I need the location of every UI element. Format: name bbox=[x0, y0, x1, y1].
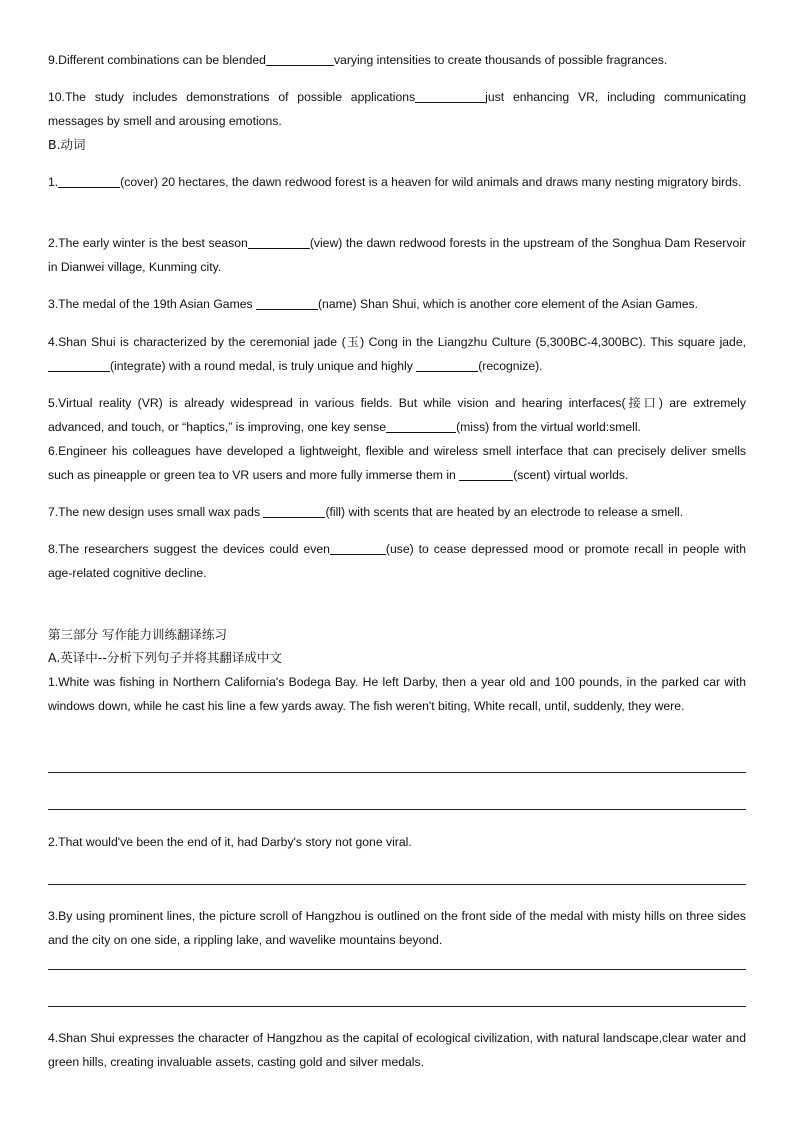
part3-subtitle: A.英译中--分析下列句子并将其翻译成中文 bbox=[48, 650, 282, 665]
v5-text-b: (miss) from the virtual world:smell. bbox=[456, 420, 641, 434]
q10-text-a: 10.The study includes demonstrations of possible applications bbox=[48, 90, 416, 104]
v4-blank-2[interactable] bbox=[416, 357, 478, 372]
v6-text-b: (scent) virtual worlds. bbox=[513, 468, 629, 482]
translation-3: 3.By using prominent lines, the picture scroll of Hangzhou is outlined on the front side of the medal with misty hills on three sides and the city on one side, a rippling lake, and wavelike mountains beyond. bbox=[48, 909, 746, 947]
section-b-heading: B.动词 bbox=[48, 137, 86, 152]
v1-blank[interactable] bbox=[58, 173, 120, 188]
translation-4: 4.Shan Shui expresses the character of Hangzhou as the capital of ecological civilization, with natural landscape,clear water and green hills, creating invaluable assets, casting gold and silver medals. bbox=[48, 1031, 746, 1069]
part3-title: 第三部分 写作能力训练翻译练习 bbox=[48, 627, 227, 642]
v1-text-a: 1. bbox=[48, 175, 59, 189]
answer-line-3b[interactable] bbox=[48, 1006, 746, 1007]
v2-blank[interactable] bbox=[248, 234, 310, 249]
v2-text-b: (view) the dawn redwood forests in the upstream of the Songhua Dam Reservoir in Dianwei village, Kunming city. bbox=[48, 236, 746, 274]
q10-blank[interactable] bbox=[415, 88, 485, 103]
v8-blank[interactable] bbox=[330, 540, 386, 555]
v4-text-c: (recognize). bbox=[478, 359, 543, 373]
v1-text-b: (cover) 20 hectares, the dawn redwood forest is a heaven for wild animals and draws many nesting migratory birds. bbox=[120, 175, 742, 189]
q9-text-b: varying intensities to create thousands of possible fragrances. bbox=[333, 53, 668, 67]
v6-blank[interactable] bbox=[459, 466, 513, 481]
verb-question-2 bbox=[48, 231, 746, 279]
verb-question-7 bbox=[48, 500, 746, 524]
q9-text-a: 9.Different combinations can be blended bbox=[48, 53, 266, 67]
answer-line-2[interactable] bbox=[48, 884, 746, 885]
v3-text-a: 3.The medal of the 19th Asian Games bbox=[48, 297, 256, 311]
v4-text-a: 4.Shan Shui is characterized by the ceremonial jade (玉) Cong in the Liangzhu Culture (5,300BC-4,300BC). This square jade, bbox=[48, 335, 746, 349]
v8-text-b: (use) to cease depressed mood or promote recall in people with age-related cognitive decline. bbox=[48, 542, 746, 580]
verb-question-6 bbox=[48, 439, 746, 487]
v2-text-a: 2.The early winter is the best season bbox=[48, 236, 248, 250]
verb-question-1 bbox=[48, 170, 746, 194]
q9-blank[interactable] bbox=[266, 51, 334, 66]
translation-1: 1.White was fishing in Northern California's Bodega Bay. He left Darby, then a year old and 100 pounds, in the parked car with windows down, while he cast his line a few yards away. The fish weren't biting, White recall, until, suddenly, they were. bbox=[48, 675, 746, 713]
v5-text-a: 5.Virtual reality (VR) is already widespread in various fields. But while vision and hearing interfaces(接口) are extremely advanced, and touch, or “haptics,” is improving, one key sense bbox=[48, 396, 746, 434]
verb-question-3 bbox=[48, 292, 746, 316]
verb-question-4 bbox=[48, 330, 746, 378]
answer-line-1a[interactable] bbox=[48, 772, 746, 773]
v7-text-b: (fill) with scents that are heated by an electrode to release a smell. bbox=[325, 505, 684, 519]
answer-line-3a[interactable] bbox=[48, 969, 746, 970]
v8-text-a: 8.The researchers suggest the devices could even bbox=[48, 542, 330, 556]
question-10 bbox=[48, 85, 746, 133]
q10-text-b: just enhancing VR, including communicating messages by smell and arousing emotions. bbox=[48, 90, 746, 128]
v4-blank-1[interactable] bbox=[48, 357, 110, 372]
v5-blank[interactable] bbox=[386, 418, 456, 433]
question-9 bbox=[48, 48, 746, 72]
translation-2: 2.That would've been the end of it, had Darby's story not gone viral. bbox=[48, 835, 412, 849]
v7-text-a: 7.The new design uses small wax pads bbox=[48, 505, 264, 519]
v6-text-a: 6.Engineer his colleagues have developed a lightweight, flexible and wireless smell interface that can precisely deliver smells such as pineapple or green tea to VR users and more fully immerse them in bbox=[48, 444, 746, 482]
v3-blank[interactable] bbox=[256, 295, 318, 310]
v4-text-b: (integrate) with a round medal, is truly unique and highly bbox=[110, 359, 417, 373]
v7-blank[interactable] bbox=[263, 503, 325, 518]
v3-text-b: (name) Shan Shui, which is another core element of the Asian Games. bbox=[317, 297, 699, 311]
answer-line-1b[interactable] bbox=[48, 809, 746, 810]
verb-question-5 bbox=[48, 391, 746, 439]
verb-question-8 bbox=[48, 537, 746, 585]
